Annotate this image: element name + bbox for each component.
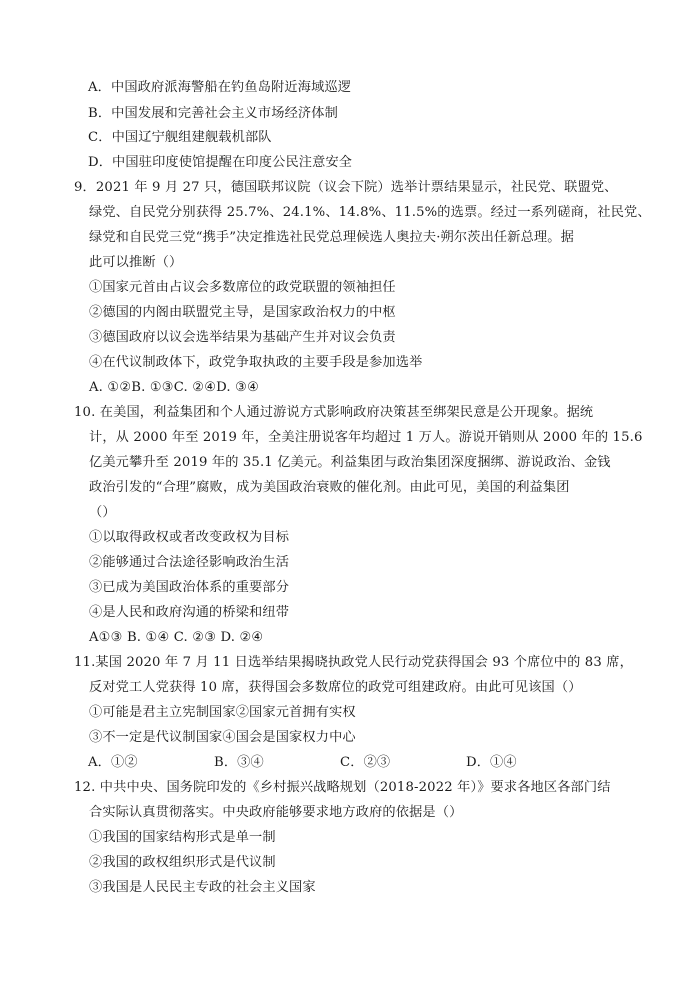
q11-stem-line-2: 反对党工人党获得 10 席，获得国会多数席位的政党可组建政府。由此可见该国（） [89, 680, 582, 695]
q8-option-c: C．中国辽宁舰组建舰载机部队 [88, 130, 272, 145]
q11-stem-line-1: 11.某国 2020 年 7 月 11 日选举结果揭晓执政党人民行动党获得国会 93 个席位中的 83 席， [74, 655, 633, 670]
q11-statement-1: ①可能是君主立宪制国家②国家元首拥有实权 [89, 705, 356, 720]
q9-statement-2: ②德国的内阁由联盟党主导，是国家政治权力的中枢 [89, 305, 396, 320]
q9-options: A. ①②B. ①③C. ②④D. ③④ [89, 380, 260, 395]
q9-stem-line-1: 9．2021 年 9 月 27 只，德国联邦议院（议会下院）选举计票结果显示，社民党、联盟党、 [74, 180, 618, 195]
q8-option-d: D．中国驻印度使馆提醒在印度公民注意安全 [88, 155, 353, 170]
q11-option-b: B．③④ [214, 755, 264, 770]
q9-statement-3: ③德国政府以议会选举结果为基础产生并对议会负责 [89, 330, 396, 345]
q10-stem-line-3: 亿美元攀升至 2019 年的 35.1 亿美元。利益集团与政治集团深度捆绑、游说政治、金钱 [89, 455, 611, 470]
q12-statement-1: ①我国的国家结构形式是单一制 [89, 830, 276, 845]
q11-option-d: D．①④ [466, 755, 517, 770]
q8-option-b: B．中国发展和完善社会主义市场经济体制 [88, 106, 338, 121]
q10-statement-2: ②能够通过合法途径影响政治生活 [89, 555, 290, 570]
q10-stem-line-1: 10. 在美国，利益集团和个人通过游说方式影响政府决策甚至绑架民意是公开现象。据统 [74, 405, 594, 420]
q10-stem-line-4: 政治引发的“合理”腐败，成为美国政治衰败的催化剂。由此可见，美国的利益集团 [89, 480, 570, 495]
q12-stem-line-1: 12. 中共中央、国务院印发的《乡村振兴战略规划（2018-2022 年）》要求各地区各部门结 [74, 780, 611, 795]
q9-stem-line-3: 绿党和自民党三党“携手”决定推选社民党总理候选人奥拉夫·朔尔茨出任新总理。据 [89, 230, 574, 245]
q9-stem-line-4: 此可以推断（） [89, 255, 183, 270]
q12-stem-line-2: 合实际认真贯彻落实。中央政府能够要求地方政府的依据是（） [89, 805, 463, 820]
q10-options: A①③ B. ①④ C. ②③ D. ②④ [89, 630, 264, 645]
q10-statement-4: ④是人民和政府沟通的桥梁和纽带 [89, 605, 290, 620]
q9-statement-1: ①国家元首由占议会多数席位的政党联盟的领袖担任 [89, 280, 396, 295]
q8-option-a: A．中国政府派海警船在钓鱼岛附近海域巡逻 [88, 80, 352, 95]
q11-option-a: A．①② [88, 755, 138, 770]
q12-statement-2: ②我国的政权组织形式是代议制 [89, 855, 276, 870]
q10-statement-1: ①以取得政权或者改变政权为目标 [89, 530, 290, 545]
q9-stem-line-2: 绿党、自民党分别获得 25.7%、24.1%、14.8%、11.5%的选票。经过一系列磋商，社民党、 [89, 205, 651, 220]
q11-statement-2: ③不一定是代议制国家④国会是国家权力中心 [89, 730, 356, 745]
q10-stem-line-5: （） [89, 505, 116, 520]
q12-statement-3: ③我国是人民民主专政的社会主义国家 [89, 880, 316, 895]
q9-statement-4: ④在代议制政体下，政党争取执政的主要手段是参加选举 [89, 355, 423, 370]
q11-option-c: C．②③ [340, 755, 391, 770]
q10-statement-3: ③已成为美国政治体系的重要部分 [89, 580, 290, 595]
q10-stem-line-2: 计，从 2000 年至 2019 年，全美注册说客年均超过 1 万人。游说开销则从 2000 年的 15.6 [89, 430, 643, 445]
